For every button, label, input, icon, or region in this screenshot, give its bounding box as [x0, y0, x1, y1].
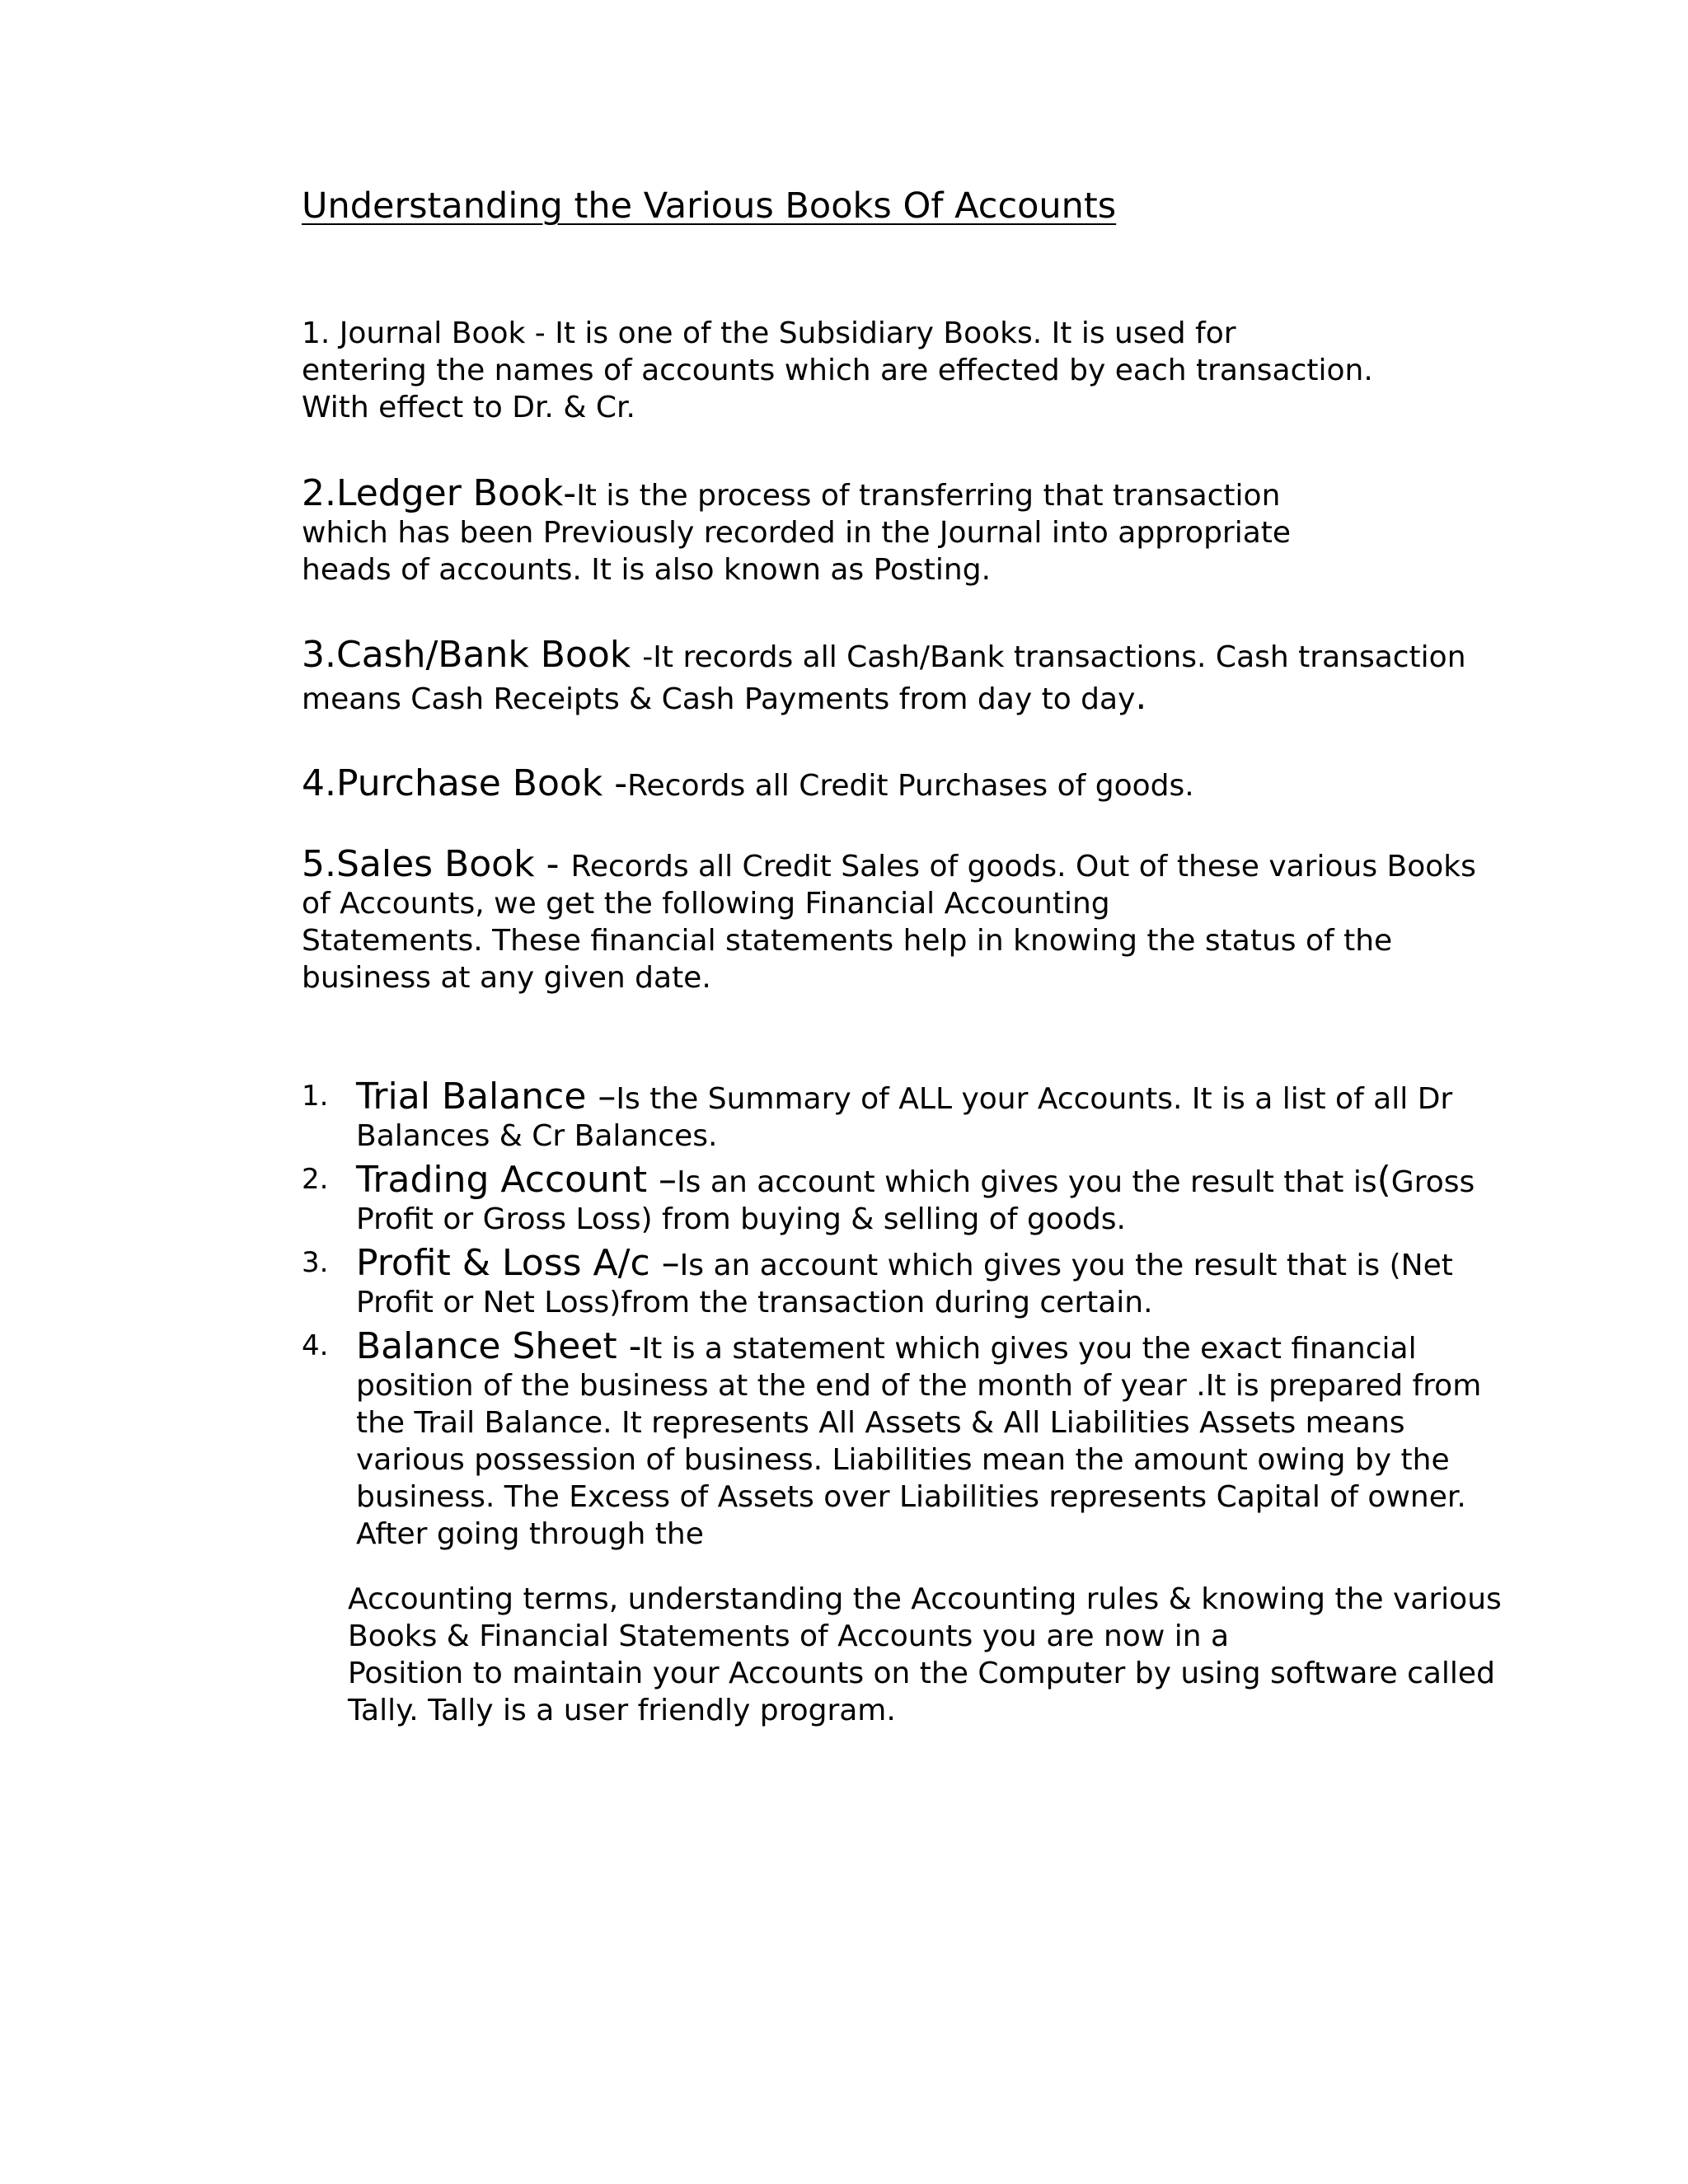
book-purchase-heading: 4.Purchase Book - [302, 762, 628, 804]
statement-line: Balances & Cr Balances. [356, 1119, 718, 1153]
book-journal-line: entering the names of accounts which are effected by each transaction. [302, 354, 1373, 387]
book-journal-lead: 1. Journal Book - It is one of the Subsidiary Books. It is used for [302, 316, 1236, 350]
book-ledger [302, 472, 1587, 588]
statement-line: position of the business at the end of the month of year .It is prepared from [356, 1369, 1482, 1403]
book-sales-line: of Accounts, we get the following Financial Accounting [302, 887, 1110, 921]
statement-lead-end: Gross [1390, 1165, 1475, 1199]
statement-lead: Is the Summary of ALL your Accounts. It is a list of all Dr [616, 1082, 1453, 1116]
statement-profit-loss [302, 1244, 1620, 1321]
closing-paragraph [348, 1581, 1634, 1729]
book-purchase-first-line [302, 762, 1587, 804]
statement-heading: Trading Account – [356, 1159, 678, 1201]
statement-trading-account [302, 1161, 1620, 1238]
book-ledger-line: heads of accounts. It is also known as Posting. [302, 553, 992, 587]
book-ledger-lead: It is the process of transferring that transaction [576, 479, 1281, 513]
book-cash-bank-line: means Cash Receipts & Cash Payments from day to day [302, 682, 1136, 716]
page-title: Understanding the Various Books Of Accounts [302, 185, 1117, 227]
book-sales [302, 843, 1587, 996]
book-ledger-heading: 2.Ledger Book- [302, 472, 577, 514]
book-cash-bank [302, 636, 1587, 721]
statement-line: business. The Excess of Assets over Liabilities represents Capital of owner. [356, 1480, 1466, 1514]
statement-heading: Trial Balance – [356, 1076, 617, 1118]
book-sales-heading: 5.Sales Book - [302, 843, 571, 885]
statement-lead: Is an account which gives you the result that is [677, 1165, 1377, 1199]
closing-line: Books & Financial Statements of Accounts you are now in a [348, 1619, 1230, 1653]
book-journal-line: With effect to Dr. & Cr. [302, 391, 635, 424]
closing-line: Tally. Tally is a user friendly program. [348, 1694, 896, 1727]
statement-number: 2. [302, 1163, 329, 1196]
statement-first-line [356, 1161, 1620, 1201]
book-cash-bank-lead: -It records all Cash/Bank transactions. Cash transaction [642, 640, 1466, 674]
book-purchase-lead: Records all Credit Purchases of goods. [627, 769, 1194, 803]
statement-trial-balance [302, 1078, 1620, 1155]
book-cash-bank-line-end: . [1135, 676, 1147, 718]
book-purchase [302, 762, 1587, 804]
statement-number: 4. [302, 1329, 329, 1362]
book-sales-first-line [302, 843, 1587, 885]
closing-line: Accounting terms, understanding the Accounting rules & knowing the various [348, 1582, 1502, 1616]
book-cash-bank-first-line [302, 636, 1587, 676]
book-sales-line: business at any given date. [302, 961, 711, 995]
statement-heading: Profit & Loss A/c – [356, 1242, 680, 1284]
book-ledger-first-line [302, 472, 1587, 514]
statement-first-line [356, 1078, 1620, 1118]
book-ledger-line: which has been Previously recorded in the Journal into appropriate [302, 516, 1292, 550]
book-sales-line: Statements. These financial statements help in knowing the status of the [302, 924, 1393, 958]
statement-lead: It is a statement which gives you the exact financial [641, 1332, 1417, 1366]
statement-line: various possession of business. Liabilities mean the amount owing by the [356, 1443, 1450, 1477]
book-cash-bank-heading: 3.Cash/Bank Book [302, 634, 643, 676]
book-sales-lead: Records all Credit Sales of goods. Out of these various Books [570, 850, 1476, 883]
book-cash-bank-second-line [302, 676, 1587, 721]
statement-line: After going through the [356, 1517, 704, 1551]
statement-lead: Is an account which gives you the result that is (Net [679, 1249, 1453, 1282]
statement-balance-sheet [302, 1325, 1620, 1553]
statement-first-line [356, 1325, 1620, 1367]
statement-line: Profit or Gross Loss) from buying & selling of goods. [356, 1202, 1126, 1236]
closing-line: Position to maintain your Accounts on the Computer by using software called [348, 1657, 1495, 1690]
statement-line: the Trail Balance. It represents All Assets & All Liabilities Assets means [356, 1406, 1405, 1440]
statement-number: 3. [302, 1246, 329, 1279]
statement-paren: ( [1376, 1159, 1391, 1201]
statement-first-line [356, 1244, 1620, 1284]
statements-list [302, 1078, 1620, 1553]
statement-heading: Balance Sheet - [356, 1325, 642, 1367]
book-journal [302, 315, 1587, 426]
statement-line: Profit or Net Loss)from the transaction during certain. [356, 1286, 1153, 1319]
statement-number: 1. [302, 1080, 329, 1113]
